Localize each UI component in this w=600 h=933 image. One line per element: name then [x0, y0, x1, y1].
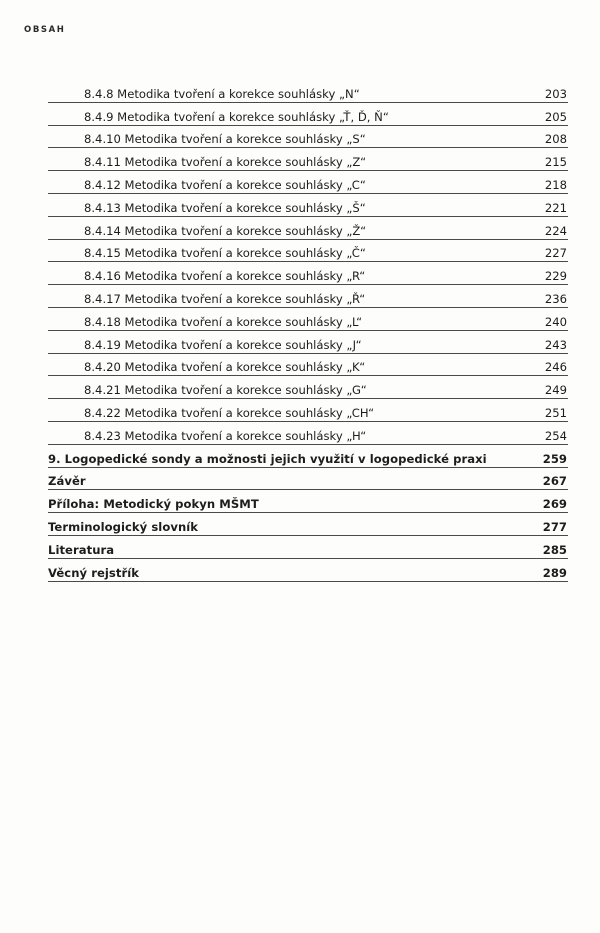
- toc-entry-page: 218: [544, 177, 567, 192]
- page-header: OBSAH: [24, 25, 66, 35]
- toc-entry-page: 289: [542, 565, 567, 580]
- toc-entry-title: 8.4.21 Metodika tvoření a korekce souhlásky „G“: [84, 383, 367, 398]
- toc-entry[interactable]: [48, 194, 568, 217]
- toc-entry-title: 8.4.8 Metodika tvoření a korekce souhlásky „N“: [84, 86, 360, 101]
- toc-entry-page: 224: [544, 223, 567, 238]
- toc-entry-page: 240: [544, 314, 567, 329]
- toc-entry[interactable]: [48, 148, 568, 171]
- toc-entry-page: 205: [544, 109, 567, 124]
- toc-entry[interactable]: [48, 171, 568, 194]
- toc-entry-title: 8.4.16 Metodika tvoření a korekce souhlásky „R“: [84, 269, 366, 284]
- toc-entry[interactable]: [48, 240, 568, 263]
- toc-entry[interactable]: [48, 262, 568, 285]
- table-of-contents: [48, 80, 568, 582]
- toc-entry-page: 269: [542, 497, 567, 512]
- toc-entry[interactable]: [48, 103, 568, 126]
- toc-entry-title: Závěr: [48, 474, 86, 489]
- toc-entry-page: 236: [544, 291, 567, 306]
- toc-entry-page: 254: [544, 428, 567, 443]
- toc-entry-title: 8.4.19 Metodika tvoření a korekce souhlásky „J“: [84, 337, 362, 352]
- toc-entry-page: 243: [544, 337, 567, 352]
- toc-entry-page: 246: [544, 360, 567, 375]
- toc-entry-chapter[interactable]: [48, 468, 568, 491]
- toc-entry-title: 8.4.18 Metodika tvoření a korekce souhlásky „L“: [84, 314, 363, 329]
- toc-entry-title: 8.4.20 Metodika tvoření a korekce souhlásky „K“: [84, 360, 366, 375]
- toc-entry-title: 8.4.12 Metodika tvoření a korekce souhlásky „C“: [84, 177, 366, 192]
- toc-entry-page: 221: [544, 200, 567, 215]
- toc-entry[interactable]: [48, 354, 568, 377]
- toc-entry-page: 203: [544, 86, 567, 101]
- toc-entry-title: 8.4.17 Metodika tvoření a korekce souhlásky „Ř“: [84, 291, 366, 306]
- toc-entry[interactable]: [48, 422, 568, 445]
- toc-entry-page: 251: [544, 405, 567, 420]
- toc-entry-chapter[interactable]: [48, 513, 568, 536]
- toc-entry[interactable]: [48, 285, 568, 308]
- toc-entry-title: 9. Logopedické sondy a možnosti jejich využití v logopedické praxi: [48, 451, 487, 466]
- toc-entry-title: 8.4.10 Metodika tvoření a korekce souhlásky „S“: [84, 132, 366, 147]
- toc-entry-title: 8.4.15 Metodika tvoření a korekce souhlásky „Č“: [84, 246, 366, 261]
- toc-entry-page: 208: [544, 132, 567, 147]
- toc-entry-title: 8.4.23 Metodika tvoření a korekce souhlásky „H“: [84, 428, 367, 443]
- toc-entry-page: 249: [544, 383, 567, 398]
- toc-entry-page: 277: [542, 519, 567, 534]
- toc-entry-title: 8.4.14 Metodika tvoření a korekce souhlásky „Ž“: [84, 223, 367, 238]
- toc-entry-title: Terminologický slovník: [48, 519, 199, 534]
- toc-entry-page: 259: [542, 451, 567, 466]
- toc-entry[interactable]: [48, 308, 568, 331]
- toc-entry[interactable]: [48, 126, 568, 149]
- toc-entry-chapter[interactable]: [48, 559, 568, 582]
- toc-entry-title: Příloha: Metodický pokyn MŠMT: [48, 497, 259, 512]
- toc-entry[interactable]: [48, 217, 568, 240]
- toc-entry-page: 215: [544, 155, 567, 170]
- toc-entry-chapter[interactable]: [48, 490, 568, 513]
- toc-entry-page: 267: [542, 474, 567, 489]
- toc-entry-page: 229: [544, 269, 567, 284]
- toc-entry-title: 8.4.9 Metodika tvoření a korekce souhlásky „Ť, Ď, Ň“: [84, 109, 389, 124]
- toc-entry-chapter[interactable]: [48, 536, 568, 559]
- toc-entry-title: 8.4.13 Metodika tvoření a korekce souhlásky „Š“: [84, 200, 366, 215]
- toc-entry-title: Literatura: [48, 542, 115, 557]
- toc-entry-chapter[interactable]: [48, 445, 568, 468]
- toc-entry-page: 227: [544, 246, 567, 261]
- toc-entry[interactable]: [48, 399, 568, 422]
- toc-entry-title: 8.4.22 Metodika tvoření a korekce souhlásky „CH“: [84, 405, 375, 420]
- toc-entry[interactable]: [48, 80, 568, 103]
- toc-entry-title: 8.4.11 Metodika tvoření a korekce souhlásky „Z“: [84, 155, 367, 170]
- toc-entry[interactable]: [48, 331, 568, 354]
- toc-entry[interactable]: [48, 376, 568, 399]
- toc-entry-page: 285: [542, 542, 567, 557]
- toc-entry-title: Věcný rejstřík: [48, 565, 140, 580]
